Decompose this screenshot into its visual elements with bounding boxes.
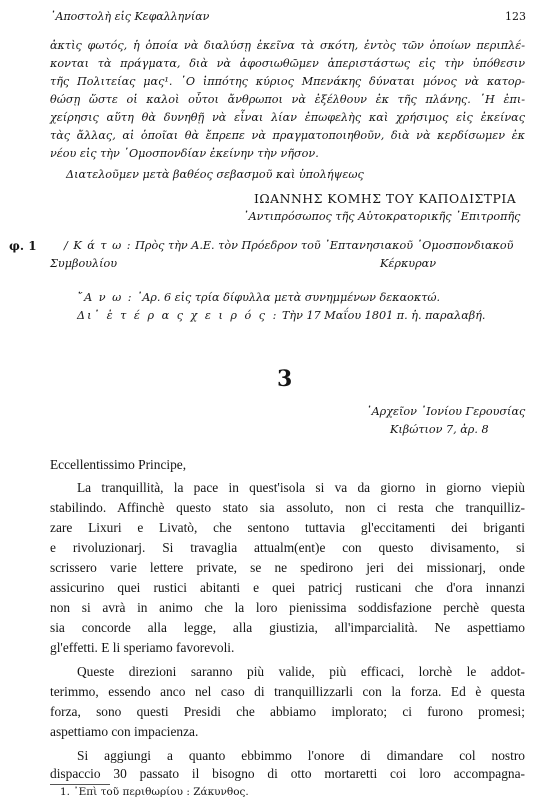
body-line: non si avrà in animo che la loro pienissima soddisfazione perchè questa [50,600,525,615]
footnote-rule [50,784,110,785]
above-text: ᾿Αρ. 6 εἰς τρία δίφυλλα μετὰ συνημμένων δεκαοκτώ. [136,291,441,304]
page-number: 123 [505,10,526,23]
body-line: scrissero varie lettere private, se ne spedirono jeri dei missionarj, onde [50,560,525,575]
folio-mark: φ. 1 [9,239,37,253]
above-note [77,291,440,304]
body-line: sia concorde alla legge, alla giustizia, all'imparcialità. Ne aspettiamo [50,620,525,635]
below-label: / Κ ά τ ω : [64,239,132,252]
body-line: forza, sono questi Presidi che abbiamo implorato; ci furono promesi; [50,704,525,719]
archive-box: Κιβώτιον 7, ἀρ. 8 [390,423,489,436]
body-line: νέου εἰς τὴν ῾Ομοσπονδίαν ἐκείνην τὴν νῆσον. [50,147,319,160]
body-line: assicurino quei rustici abitanti e quei patricj rusticani che d'ora innanzi [50,580,525,595]
archive-source: ᾿Αρχεῖον ᾿Ιονίου Γερουσίας [366,405,526,418]
body-line: dispaccio 30 passato il bisogno di otto mortaretti coi loro accompagna- [50,766,525,781]
body-line: e rivoluzionarj. Si travaglia attualm(ent)e con questo divisamento, si [50,540,525,555]
body-line: aspettiamo con impacienza. [50,724,199,739]
body-line: τῆς Πολιτείας μας¹. ῾Ο ἱππότης κύριος Μπενάκης δύναται μόνος νὰ κατορ- [50,75,525,88]
salutation: Eccellentissimo Principe, [50,457,187,472]
body-line: Queste direzioni saranno più valide, più efficaci, lorchè le addot- [77,664,525,679]
other-hand-note [77,309,486,322]
below-text: Πρὸς τὴν Α.Ε. τὸν Πρόεδρον τοῦ ᾿Επτανησιακοῦ ῾Ομοσπονδιακοῦ [135,239,514,252]
other-hand-label: Δι᾿ ἑ τ έ ρ α ς χ ε ι ρ ό ς : [77,309,279,322]
signature-title: ᾿Αντιπρόσωπος τῆς Αὐτοκρατορικῆς ᾿Επιτροπῆς [243,210,521,223]
body-line: gl'effetti. E li speriamo favorevoli. [50,640,235,655]
below-place: Κέρκυραν [380,257,437,270]
body-line: θώσῃ ὥστε οἱ καλοὶ οὗτοι ἄνθρωποι νὰ ἐξέλθουν ἐκ τῆς πλάνης. ῾Η ἐπι- [50,93,525,106]
body-line: zare Lixuri e Livatò, che sentono tuttavia gl'eccitamenti dei briganti [50,520,525,535]
body-line: ἀκτὶς φωτός, ἡ ὁποία νὰ διαλύσῃ ἐκεῖνα τὰ σκότη, ἐντὸς τῶν ὁποίων περιπλέ- [50,39,525,52]
body-line: χείρησις αὕτη θὰ δυνηθῇ νὰ εἶναι λίαν ἐπωφελὴς καὶ χρήσιμος εἰς ἐκείνας [50,111,525,124]
body-line: κονται τὰ πράγματα, διὰ νὰ ἀφοσιωθῶμεν ἀπεριστάστως εἰς τὴν ὑπόθεσιν [50,57,525,70]
body-line: terimmo, essendo anco nel caso di tranquillizzarli con la forza. Ed è questa [50,684,525,699]
other-hand-text: Τὴν 17 Μαΐου 1801 π. ἡ. παραλαβή. [281,309,486,322]
document-number: 3 [277,366,293,392]
above-label: ῎Α ν ω : [77,291,134,304]
signature-name: ΙΩΑΝΝΗΣ ΚΟΜΗΣ ΤΟΥ ΚΑΠΟΔΙΣΤΡΙΑ [254,191,517,206]
running-title: ᾿Αποστολὴ εἰς Κεφαλληνίαν [50,10,210,23]
footnote: 1. ᾿Επὶ τοῦ περιθωρίου : Ζάκυνθος. [60,786,249,798]
body-line: La tranquillità, la pace in quest'isola si va da giorno in giorno viepiù [77,480,525,495]
body-line: stabilindo. Affinchè questo stato sia assoluto, non ci resta che tranquilliz- [50,500,525,515]
below-text-cont: Συμβουλίου [50,257,117,270]
body-line: τὰς ἄλλας, αἱ ὁποῖαι θὰ ἔπρεπε νὰ πραγματοποιηθοῦν, διὰ νὰ κερδίσωμεν ἐκ [50,129,525,142]
closing-formula: Διατελοῦμεν μετὰ βαθέος σεβασμοῦ καὶ ὑπολήψεως [66,168,364,181]
body-line: Si aggiungi a quanto ebbimmo l'onore di dimandare col nostro [77,748,525,763]
below-note [64,239,513,252]
